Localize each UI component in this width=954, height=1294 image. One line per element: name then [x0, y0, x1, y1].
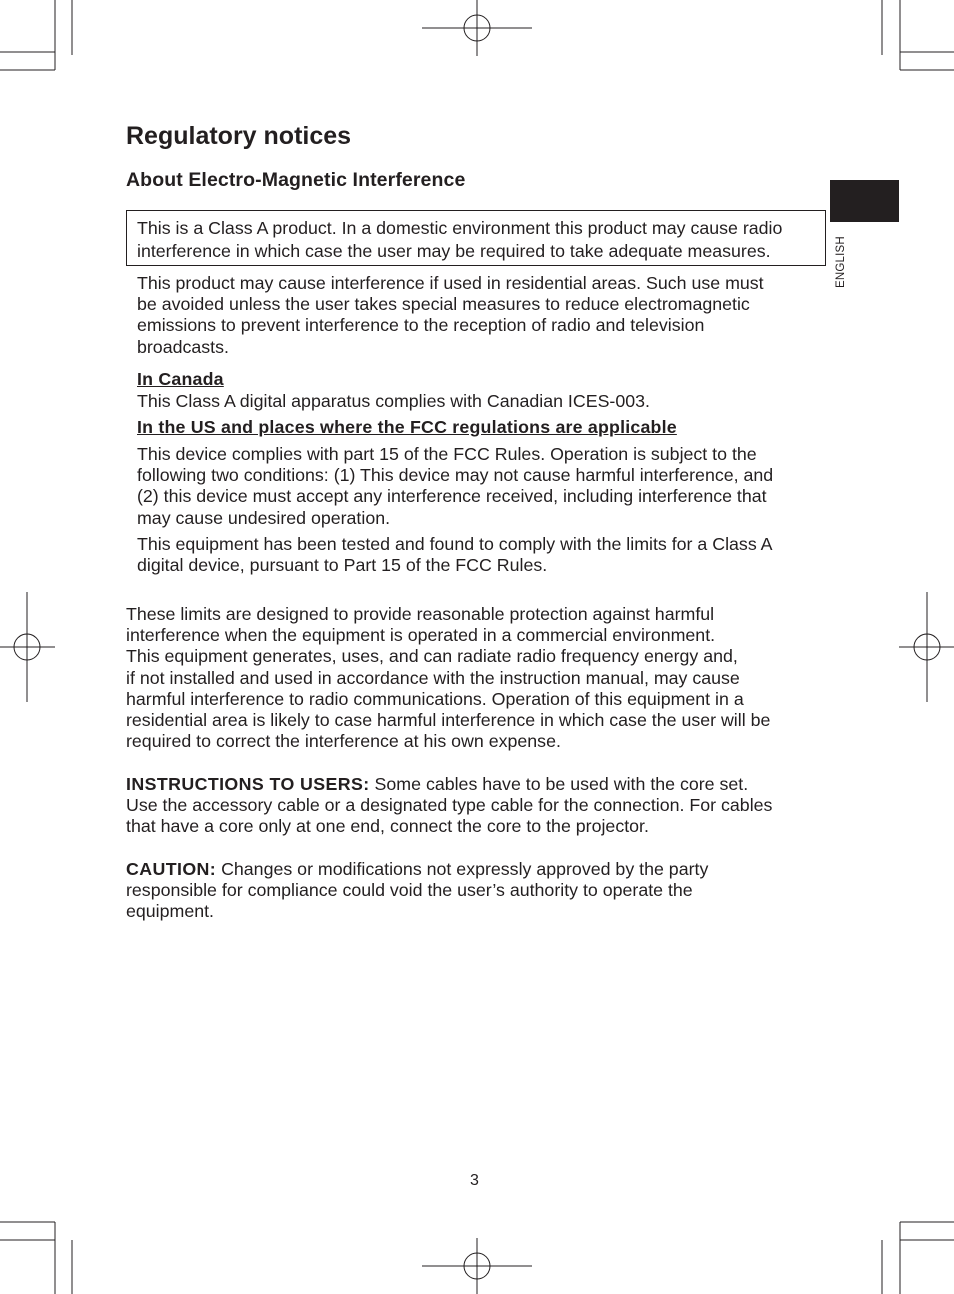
- paragraph-line: interference when the equipment is operated in a commercial environment.: [126, 625, 716, 646]
- paragraph-line: emissions to prevent interference to the reception of radio and television: [137, 315, 705, 336]
- paragraph-line: residential area is likely to case harmful interference in which case the user will be: [126, 710, 771, 731]
- caution-label: CAUTION:: [126, 859, 217, 879]
- crop-mark-bottom-left: [0, 1222, 72, 1294]
- language-tab-label: ENGLISH: [835, 236, 847, 288]
- paragraph-line: following two conditions: (1) This device may not cause harmful interference, and: [137, 465, 774, 486]
- limits-paragraph: [126, 604, 770, 752]
- language-tab: [830, 180, 899, 222]
- caution-paragraph: [126, 859, 708, 923]
- crop-mark-bottom-right: [882, 1222, 954, 1294]
- crop-mark-top-right: [882, 0, 954, 70]
- notice-line: interference in which case the user may be required to take adequate measures.: [137, 241, 771, 261]
- page-title: Regulatory notices: [126, 122, 352, 150]
- registration-mark-bottom: [422, 1238, 532, 1294]
- registration-mark-top: [422, 0, 532, 56]
- caution-text: Changes or modifications not expressly approved by the party: [216, 859, 709, 879]
- canada-text: This Class A digital apparatus complies with Canadian ICES-003.: [137, 391, 650, 411]
- paragraph-line: This product may cause interference if used in residential areas. Such use must: [137, 273, 764, 293]
- paragraph-line: These limits are designed to provide reasonable protection against harmful: [126, 604, 715, 624]
- notice-line: This is a Class A product. In a domestic environment this product may cause radio: [137, 218, 783, 238]
- paragraph-line: harmful interference to radio communications. Operation of this equipment in a: [126, 688, 744, 709]
- paragraph-line: may cause undesired operation.: [137, 507, 391, 528]
- paragraph-line: that have a core only at one end, connect the core to the projector.: [126, 816, 649, 837]
- page-number: 3: [470, 1172, 479, 1189]
- paragraph-line: responsible for compliance could void the user’s authority to operate the: [126, 880, 693, 901]
- paragraph-line: required to correct the interference at his own expense.: [126, 731, 561, 752]
- paragraph-line: broadcasts.: [137, 336, 229, 357]
- class-a-notice-box: [126, 210, 826, 266]
- paragraph-line: if not installed and used in accordance with the instruction manual, may cause: [126, 667, 740, 688]
- fcc-paragraph-1: [137, 444, 773, 529]
- instructions-paragraph: [126, 774, 772, 838]
- paragraph-line: This equipment generates, uses, and can radiate radio frequency energy and,: [126, 646, 738, 667]
- paragraph-line: This equipment has been tested and found to comply with the limits for a Class A: [137, 534, 773, 554]
- paragraph-line: [126, 774, 772, 795]
- paragraph-line: This device complies with part 15 of the FCC Rules. Operation is subject to the: [137, 444, 757, 464]
- residential-paragraph: [137, 273, 764, 358]
- us-heading: In the US and places where the FCC regulations are applicable: [137, 417, 677, 437]
- paragraph-line: be avoided unless the user takes special measures to reduce electromagnetic: [137, 294, 750, 315]
- paragraph-line: (2) this device must accept any interference received, including interference that: [137, 486, 767, 507]
- paragraph-line: digital device, pursuant to Part 15 of the FCC Rules.: [137, 555, 548, 576]
- paragraph-line: equipment.: [126, 901, 214, 922]
- registration-mark-right: [899, 592, 954, 702]
- canada-heading: In Canada: [137, 369, 224, 389]
- paragraph-line: [126, 859, 708, 880]
- instructions-text: Some cables have to be used with the core set.: [369, 774, 749, 794]
- fcc-paragraph-2: [137, 534, 773, 576]
- section-heading: About Electro-Magnetic Interference: [126, 169, 466, 191]
- instructions-label: INSTRUCTIONS TO USERS:: [126, 774, 370, 794]
- crop-mark-top-left: [0, 0, 72, 70]
- registration-mark-left: [0, 592, 55, 702]
- paragraph-line: Use the accessory cable or a designated type cable for the connection. For cables: [126, 795, 773, 816]
